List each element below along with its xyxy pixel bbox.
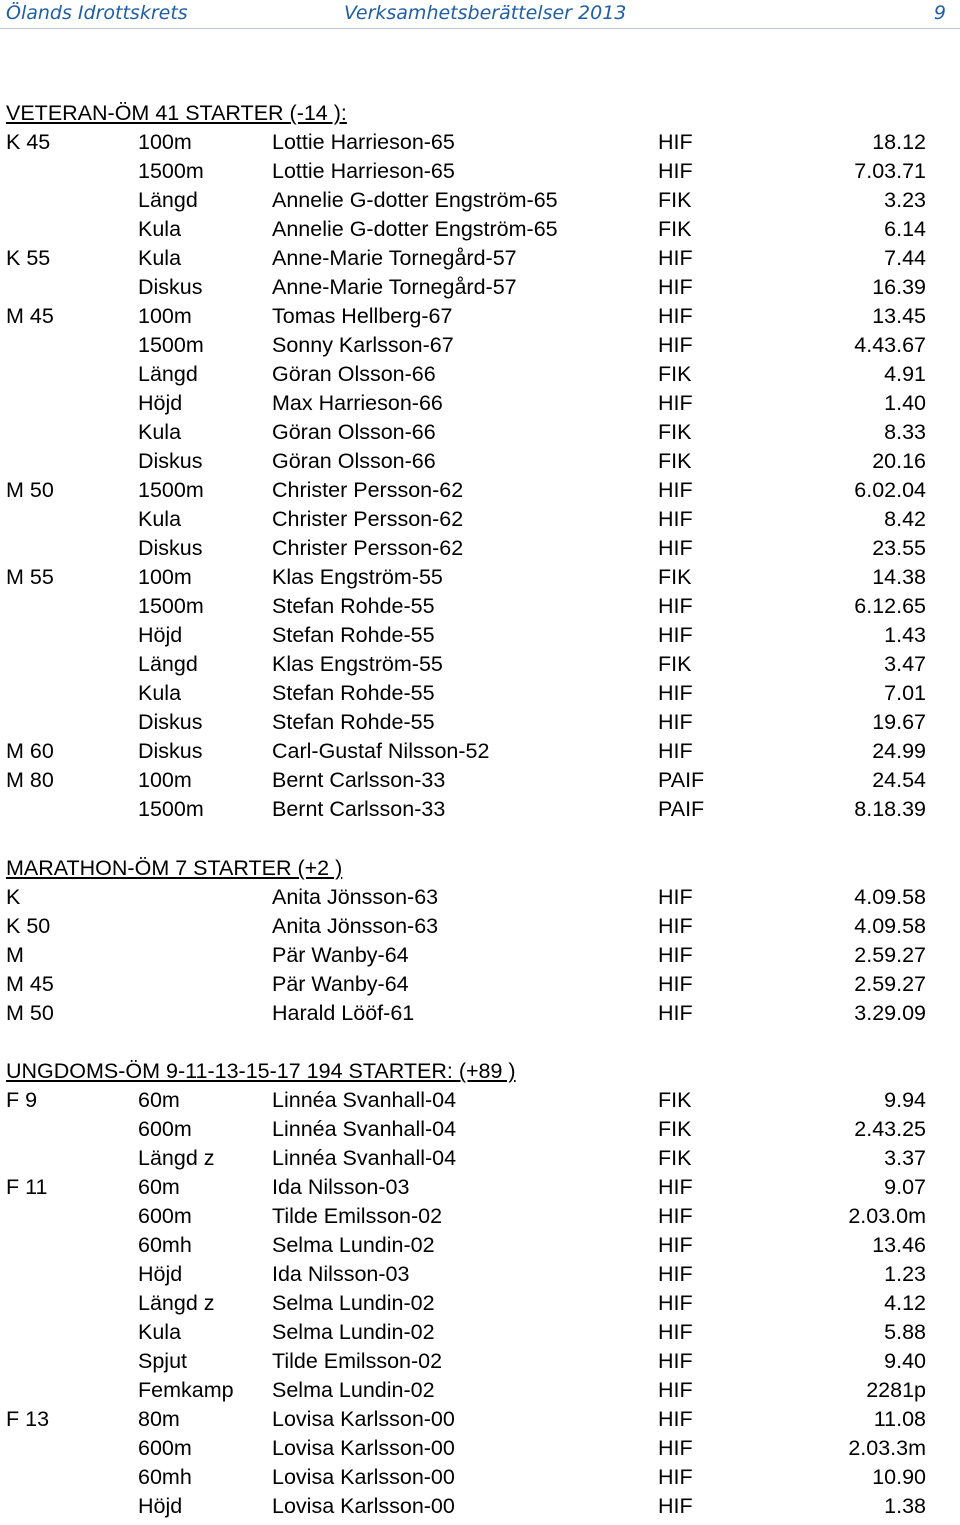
club-cell: HIF xyxy=(658,536,693,560)
event-cell: Kula xyxy=(138,246,182,270)
result-cell: 1.38 xyxy=(884,1494,926,1518)
club-cell: FIK xyxy=(658,362,692,386)
result-cell: 16.39 xyxy=(872,275,926,299)
club-cell: HIF xyxy=(658,1494,693,1518)
class-cell: M 60 xyxy=(6,739,54,763)
athlete-cell: Selma Lundin-02 xyxy=(272,1291,435,1315)
result-row xyxy=(6,1376,946,1405)
result-row xyxy=(6,1144,946,1173)
result-cell: 1.43 xyxy=(884,623,926,647)
athlete-cell: Linnéa Svanhall-04 xyxy=(272,1088,457,1112)
result-row xyxy=(6,1492,946,1521)
result-cell: 6.14 xyxy=(884,217,926,241)
result-cell: 4.09.58 xyxy=(854,914,926,938)
athlete-cell: Stefan Rohde-55 xyxy=(272,623,435,647)
result-row xyxy=(6,157,946,186)
result-cell: 13.46 xyxy=(872,1233,926,1257)
event-cell: Kula xyxy=(138,420,182,444)
result-cell: 2.03.3m xyxy=(848,1436,926,1460)
athlete-cell: Lottie Harrieson-65 xyxy=(272,159,455,183)
result-cell: 18.12 xyxy=(872,130,926,154)
result-row xyxy=(6,505,946,534)
club-cell: FIK xyxy=(658,652,692,676)
result-row xyxy=(6,1086,946,1115)
club-cell: HIF xyxy=(658,1233,693,1257)
result-cell: 9.40 xyxy=(884,1349,926,1373)
result-row xyxy=(6,766,946,795)
header-organization: Ölands Idrottskrets xyxy=(6,2,188,24)
result-row xyxy=(6,1318,946,1347)
class-cell: M 50 xyxy=(6,1001,54,1025)
event-cell: 100m xyxy=(138,565,192,589)
athlete-cell: Anne-Marie Tornegård-57 xyxy=(272,246,517,270)
result-cell: 6.12.65 xyxy=(854,594,926,618)
header-document-title: Verksamhetsberättelser 2013 xyxy=(344,2,627,24)
result-row xyxy=(6,1347,946,1376)
club-cell: HIF xyxy=(658,1436,693,1460)
club-cell: HIF xyxy=(658,710,693,734)
athlete-cell: Lovisa Karlsson-00 xyxy=(272,1407,455,1431)
event-cell: 600m xyxy=(138,1117,192,1141)
result-cell: 4.43.67 xyxy=(854,333,926,357)
result-row xyxy=(6,708,946,737)
athlete-cell: Bernt Carlsson-33 xyxy=(272,768,446,792)
athlete-cell: Göran Olsson-66 xyxy=(272,449,436,473)
result-row xyxy=(6,360,946,389)
club-cell: HIF xyxy=(658,739,693,763)
result-cell: 4.91 xyxy=(884,362,926,386)
class-cell: K 50 xyxy=(6,914,51,938)
club-cell: FIK xyxy=(658,1117,692,1141)
athlete-cell: Lottie Harrieson-65 xyxy=(272,130,455,154)
page-header xyxy=(0,0,960,29)
club-cell: HIF xyxy=(658,1262,693,1286)
club-cell: HIF xyxy=(658,391,693,415)
event-cell: Spjut xyxy=(138,1349,188,1373)
result-row xyxy=(6,1173,946,1202)
athlete-cell: Bernt Carlsson-33 xyxy=(272,797,446,821)
result-row xyxy=(6,912,946,941)
result-row xyxy=(6,1231,946,1260)
club-cell: HIF xyxy=(658,594,693,618)
club-cell: HIF xyxy=(658,681,693,705)
class-cell: M 55 xyxy=(6,565,54,589)
club-cell: HIF xyxy=(658,1204,693,1228)
athlete-cell: Sonny Karlsson-67 xyxy=(272,333,454,357)
athlete-cell: Harald Lööf-61 xyxy=(272,1001,415,1025)
club-cell: HIF xyxy=(658,478,693,502)
club-cell: HIF xyxy=(658,1320,693,1344)
result-row xyxy=(6,447,946,476)
result-cell: 24.54 xyxy=(872,768,926,792)
result-row xyxy=(6,302,946,331)
result-cell: 9.94 xyxy=(884,1088,926,1112)
result-cell: 6.02.04 xyxy=(854,478,926,502)
club-cell: FIK xyxy=(658,188,692,212)
event-cell: Längd z xyxy=(138,1146,215,1170)
result-row xyxy=(6,999,946,1028)
result-cell: 24.99 xyxy=(872,739,926,763)
result-cell: 7.01 xyxy=(884,681,926,705)
event-cell: 100m xyxy=(138,304,192,328)
result-cell: 8.18.39 xyxy=(854,797,926,821)
event-cell: 100m xyxy=(138,130,192,154)
result-cell: 3.29.09 xyxy=(854,1001,926,1025)
result-cell: 7.44 xyxy=(884,246,926,270)
club-cell: HIF xyxy=(658,1378,693,1402)
result-cell: 2.59.27 xyxy=(854,972,926,996)
result-cell: 1.23 xyxy=(884,1262,926,1286)
header-page-number: 9 xyxy=(933,2,946,24)
athlete-cell: Stefan Rohde-55 xyxy=(272,710,435,734)
result-cell: 2.43.25 xyxy=(854,1117,926,1141)
athlete-cell: Annelie G-dotter Engström-65 xyxy=(272,217,558,241)
result-row xyxy=(6,1115,946,1144)
athlete-cell: Pär Wanby-64 xyxy=(272,972,409,996)
result-row xyxy=(6,215,946,244)
club-cell: HIF xyxy=(658,943,693,967)
result-row xyxy=(6,679,946,708)
athlete-cell: Lovisa Karlsson-00 xyxy=(272,1494,455,1518)
result-cell: 5.88 xyxy=(884,1320,926,1344)
athlete-cell: Selma Lundin-02 xyxy=(272,1320,435,1344)
result-row xyxy=(6,1434,946,1463)
event-cell: Femkamp xyxy=(138,1378,234,1402)
result-row xyxy=(6,970,946,999)
club-cell: HIF xyxy=(658,1175,693,1199)
result-row xyxy=(6,244,946,273)
section-ungdom xyxy=(6,1057,946,1521)
results-list xyxy=(6,128,946,824)
result-row xyxy=(6,941,946,970)
result-cell: 7.03.71 xyxy=(854,159,926,183)
class-cell: F 11 xyxy=(6,1175,48,1199)
event-cell: 1500m xyxy=(138,594,204,618)
athlete-cell: Anne-Marie Tornegård-57 xyxy=(272,275,517,299)
club-cell: HIF xyxy=(658,1349,693,1373)
section-title: UNGDOMS-ÖM 9-11-13-15-17 194 STARTER: (+89 ) xyxy=(6,1059,516,1083)
club-cell: HIF xyxy=(658,159,693,183)
athlete-cell: Max Harrieson-66 xyxy=(272,391,443,415)
athlete-cell: Ida Nilsson-03 xyxy=(272,1175,410,1199)
result-row xyxy=(6,534,946,563)
result-row xyxy=(6,592,946,621)
result-cell: 2.59.27 xyxy=(854,943,926,967)
result-cell: 8.42 xyxy=(884,507,926,531)
athlete-cell: Tomas Hellberg-67 xyxy=(272,304,453,328)
result-row xyxy=(6,389,946,418)
class-cell: F 13 xyxy=(6,1407,50,1431)
result-cell: 3.23 xyxy=(884,188,926,212)
athlete-cell: Tilde Emilsson-02 xyxy=(272,1349,443,1373)
result-cell: 2281p xyxy=(866,1378,926,1402)
results-list xyxy=(6,883,946,1028)
result-row xyxy=(6,883,946,912)
result-row xyxy=(6,795,946,824)
result-cell: 4.12 xyxy=(884,1291,926,1315)
club-cell: HIF xyxy=(658,885,693,909)
event-cell: Längd xyxy=(138,188,198,212)
club-cell: HIF xyxy=(658,333,693,357)
athlete-cell: Annelie G-dotter Engström-65 xyxy=(272,188,558,212)
athlete-cell: Stefan Rohde-55 xyxy=(272,681,435,705)
class-cell: K 55 xyxy=(6,246,51,270)
club-cell: FIK xyxy=(658,565,692,589)
result-cell: 2.03.0m xyxy=(848,1204,926,1228)
athlete-cell: Selma Lundin-02 xyxy=(272,1233,435,1257)
event-cell: Diskus xyxy=(138,449,203,473)
athlete-cell: Selma Lundin-02 xyxy=(272,1378,435,1402)
result-cell: 9.07 xyxy=(884,1175,926,1199)
event-cell: Längd xyxy=(138,362,198,386)
result-row xyxy=(6,186,946,215)
event-cell: Diskus xyxy=(138,710,203,734)
event-cell: 600m xyxy=(138,1436,192,1460)
result-cell: 3.37 xyxy=(884,1146,926,1170)
result-cell: 23.55 xyxy=(872,536,926,560)
class-cell: M 80 xyxy=(6,768,54,792)
result-row xyxy=(6,331,946,360)
athlete-cell: Pär Wanby-64 xyxy=(272,943,409,967)
event-cell: 1500m xyxy=(138,159,204,183)
event-cell: 1500m xyxy=(138,797,204,821)
section-title: VETERAN-ÖM 41 STARTER (-14 ): xyxy=(6,101,347,125)
result-cell: 11.08 xyxy=(873,1407,926,1431)
event-cell: Längd xyxy=(138,652,198,676)
athlete-cell: Lovisa Karlsson-00 xyxy=(272,1436,455,1460)
athlete-cell: Christer Persson-62 xyxy=(272,478,464,502)
club-cell: HIF xyxy=(658,623,693,647)
athlete-cell: Anita Jönsson-63 xyxy=(272,885,439,909)
event-cell: Kula xyxy=(138,681,182,705)
result-row xyxy=(6,476,946,505)
athlete-cell: Carl-Gustaf Nilsson-52 xyxy=(272,739,490,763)
club-cell: HIF xyxy=(658,1407,693,1431)
athlete-cell: Ida Nilsson-03 xyxy=(272,1262,410,1286)
event-cell: Höjd xyxy=(138,391,183,415)
club-cell: FIK xyxy=(658,1146,692,1170)
results-list xyxy=(6,1086,946,1521)
result-cell: 20.16 xyxy=(872,449,926,473)
athlete-cell: Linnéa Svanhall-04 xyxy=(272,1146,457,1170)
event-cell: 60mh xyxy=(138,1233,192,1257)
event-cell: Kula xyxy=(138,1320,182,1344)
athlete-cell: Linnéa Svanhall-04 xyxy=(272,1117,457,1141)
athlete-cell: Christer Persson-62 xyxy=(272,536,464,560)
result-cell: 3.47 xyxy=(884,652,926,676)
club-cell: FIK xyxy=(658,449,692,473)
event-cell: 60mh xyxy=(138,1465,192,1489)
club-cell: PAIF xyxy=(658,797,705,821)
event-cell: 60m xyxy=(138,1088,180,1112)
class-cell: M xyxy=(6,943,24,967)
club-cell: HIF xyxy=(658,246,693,270)
club-cell: HIF xyxy=(658,1291,693,1315)
result-row xyxy=(6,1289,946,1318)
event-cell: 1500m xyxy=(138,333,204,357)
class-cell: F 9 xyxy=(6,1088,38,1112)
result-row xyxy=(6,128,946,157)
athlete-cell: Christer Persson-62 xyxy=(272,507,464,531)
result-row xyxy=(6,1202,946,1231)
event-cell: 60m xyxy=(138,1175,180,1199)
athlete-cell: Lovisa Karlsson-00 xyxy=(272,1465,455,1489)
athlete-cell: Klas Engström-55 xyxy=(272,565,443,589)
club-cell: HIF xyxy=(658,275,693,299)
result-cell: 1.40 xyxy=(884,391,926,415)
athlete-cell: Klas Engström-55 xyxy=(272,652,443,676)
result-cell: 19.67 xyxy=(872,710,926,734)
result-cell: 10.90 xyxy=(872,1465,926,1489)
event-cell: Diskus xyxy=(138,739,203,763)
result-row xyxy=(6,418,946,447)
result-row xyxy=(6,1463,946,1492)
class-cell: M 45 xyxy=(6,304,54,328)
athlete-cell: Göran Olsson-66 xyxy=(272,420,436,444)
section-veteran xyxy=(6,99,946,824)
result-row xyxy=(6,650,946,679)
event-cell: Diskus xyxy=(138,275,203,299)
event-cell: 600m xyxy=(138,1204,192,1228)
section-title: MARATHON-ÖM 7 STARTER (+2 ) xyxy=(6,856,343,880)
result-cell: 13.45 xyxy=(872,304,926,328)
event-cell: Höjd xyxy=(138,623,183,647)
athlete-cell: Stefan Rohde-55 xyxy=(272,594,435,618)
event-cell: Kula xyxy=(138,217,182,241)
club-cell: HIF xyxy=(658,972,693,996)
result-row xyxy=(6,621,946,650)
athlete-cell: Anita Jönsson-63 xyxy=(272,914,439,938)
club-cell: FIK xyxy=(658,420,692,444)
result-cell: 14.38 xyxy=(872,565,926,589)
club-cell: HIF xyxy=(658,1001,693,1025)
class-cell: M 50 xyxy=(6,478,54,502)
club-cell: HIF xyxy=(658,304,693,328)
result-cell: 4.09.58 xyxy=(854,885,926,909)
club-cell: HIF xyxy=(658,130,693,154)
class-cell: K 45 xyxy=(6,130,51,154)
club-cell: HIF xyxy=(658,507,693,531)
club-cell: FIK xyxy=(658,217,692,241)
result-row xyxy=(6,563,946,592)
event-cell: 80m xyxy=(138,1407,180,1431)
result-row xyxy=(6,1260,946,1289)
class-cell: M 45 xyxy=(6,972,54,996)
event-cell: Längd z xyxy=(138,1291,215,1315)
club-cell: PAIF xyxy=(658,768,705,792)
club-cell: HIF xyxy=(658,914,693,938)
event-cell: Diskus xyxy=(138,536,203,560)
event-cell: Kula xyxy=(138,507,182,531)
club-cell: HIF xyxy=(658,1465,693,1489)
section-marathon xyxy=(6,854,946,1028)
event-cell: Höjd xyxy=(138,1262,183,1286)
result-row xyxy=(6,737,946,766)
club-cell: FIK xyxy=(658,1088,692,1112)
result-row xyxy=(6,273,946,302)
class-cell: K xyxy=(6,885,21,909)
event-cell: Höjd xyxy=(138,1494,183,1518)
athlete-cell: Göran Olsson-66 xyxy=(272,362,436,386)
event-cell: 100m xyxy=(138,768,192,792)
result-row xyxy=(6,1405,946,1434)
result-cell: 8.33 xyxy=(884,420,926,444)
athlete-cell: Tilde Emilsson-02 xyxy=(272,1204,443,1228)
event-cell: 1500m xyxy=(138,478,204,502)
